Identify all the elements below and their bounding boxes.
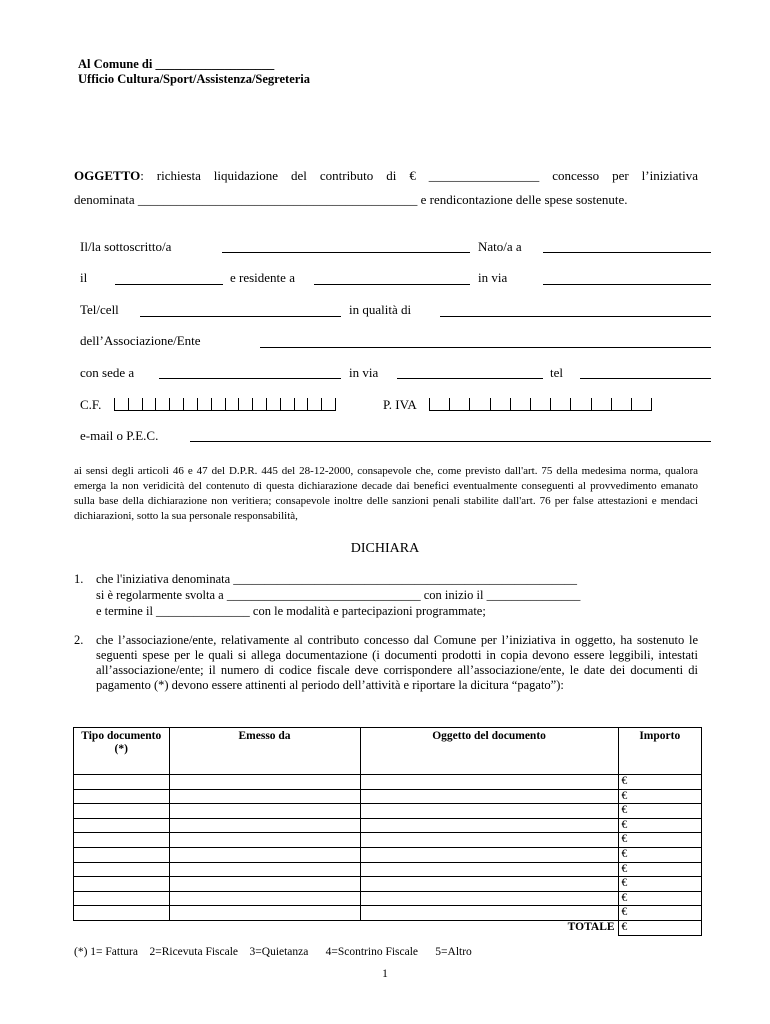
cell-emesso-da[interactable] xyxy=(169,818,360,833)
cell-importo[interactable]: € xyxy=(618,775,701,790)
field-nato[interactable] xyxy=(543,252,711,253)
field-data-nascita[interactable] xyxy=(115,284,223,285)
cell-emesso-da[interactable] xyxy=(169,847,360,862)
expenses-table xyxy=(73,727,702,936)
cell-oggetto[interactable] xyxy=(360,804,618,819)
label-associazione: dell’Associazione/Ente xyxy=(80,333,201,348)
item-1-line-1: che l'iniziativa denominata _______________________________________________________ xyxy=(96,572,578,586)
table-header-row xyxy=(74,728,702,775)
cell-emesso-da[interactable] xyxy=(169,804,360,819)
label-qualita: in qualità di xyxy=(349,302,412,317)
total-label: TOTALE xyxy=(567,920,615,933)
cell-oggetto[interactable] xyxy=(360,877,618,892)
cell-tipo[interactable] xyxy=(74,862,170,877)
cell-emesso-da[interactable] xyxy=(169,906,360,921)
label-piva: P. IVA xyxy=(383,397,417,412)
cell-tipo[interactable] xyxy=(74,891,170,906)
subject-line-2: denominata ___________________________________________ e rendicontazione delle spese sostenute. xyxy=(74,192,628,207)
cell-oggetto[interactable] xyxy=(360,833,618,848)
cell-tipo[interactable] xyxy=(74,818,170,833)
field-associazione[interactable] xyxy=(260,347,711,348)
cell-importo[interactable]: € xyxy=(618,877,701,892)
table-row xyxy=(74,789,702,804)
cell-oggetto[interactable] xyxy=(360,906,618,921)
table-total-row xyxy=(74,920,702,935)
item-1-number: 1. xyxy=(74,572,84,586)
header-emesso-da: Emesso da xyxy=(169,728,360,775)
cell-tipo[interactable] xyxy=(74,833,170,848)
cell-emesso-da[interactable] xyxy=(169,862,360,877)
recipient-comune: Al Comune di ___________________ xyxy=(78,57,275,71)
label-sede: con sede a xyxy=(80,365,135,380)
cell-importo[interactable]: € xyxy=(618,847,701,862)
item-1-line-3: e termine il _______________ con le modalità e partecipazioni programmate; xyxy=(96,604,486,618)
table-row xyxy=(74,847,702,862)
label-nato: Nato/a a xyxy=(478,239,522,254)
header-tipo-documento: Tipo documento (*) xyxy=(74,728,170,775)
cell-importo[interactable]: € xyxy=(618,804,701,819)
field-residenza[interactable] xyxy=(314,284,470,285)
cell-oggetto[interactable] xyxy=(360,789,618,804)
cell-tipo[interactable] xyxy=(74,847,170,862)
label-cf: C.F. xyxy=(80,397,102,412)
total-importo[interactable]: € xyxy=(618,920,701,935)
table-row xyxy=(74,833,702,848)
label-tel: tel xyxy=(550,365,563,380)
subject-line-1 xyxy=(74,168,698,184)
cell-emesso-da[interactable] xyxy=(169,877,360,892)
cell-emesso-da[interactable] xyxy=(169,833,360,848)
field-sede[interactable] xyxy=(159,378,341,379)
cell-importo[interactable]: € xyxy=(618,789,701,804)
cell-oggetto[interactable] xyxy=(360,862,618,877)
cell-importo[interactable]: € xyxy=(618,906,701,921)
item-2-number: 2. xyxy=(74,633,84,647)
table-row xyxy=(74,818,702,833)
field-codice-fiscale[interactable] xyxy=(114,398,336,411)
cell-tipo[interactable] xyxy=(74,877,170,892)
field-sottoscritto[interactable] xyxy=(222,252,470,253)
subject-label: OGGETTO xyxy=(74,168,141,183)
page-number: 1 xyxy=(382,968,388,980)
table-row xyxy=(74,891,702,906)
table-row xyxy=(74,804,702,819)
label-telcell: Tel/cell xyxy=(80,302,119,317)
declaration-paragraph: ai sensi degli articoli 46 e 47 del D.P.R. 445 del 28-12-2000, consapevole che, come previsto dall'art. 75 della medesima norma, qualora emerga la non veridicità del contenuto di questa dichiarazione decade dai benefici eventualmente conseguenti al provvedimento emanato sulla base della dichiarazione non veritiera; consapevole inoltre delle sanzioni penali stabilite dall'art. 76 per false attestazioni e mendaci dichiarazioni, sotto la sua personale responsabilità, xyxy=(74,465,698,522)
recipient-office: Ufficio Cultura/Sport/Assistenza/Segreteria xyxy=(78,72,311,86)
cell-emesso-da[interactable] xyxy=(169,789,360,804)
item-1-line-2: si è regolarmente svolta a _______________________________ con inizio il _______________ xyxy=(96,588,581,602)
label-in-via-1: in via xyxy=(478,270,508,285)
header-oggetto-documento: Oggetto del documento xyxy=(360,728,618,775)
cell-tipo[interactable] xyxy=(74,804,170,819)
cell-importo[interactable]: € xyxy=(618,862,701,877)
cell-oggetto[interactable] xyxy=(360,891,618,906)
footnote: (*) 1= Fattura 2=Ricevuta Fiscale 3=Quietanza 4=Scontrino Fiscale 5=Altro xyxy=(74,946,472,958)
table-row xyxy=(74,862,702,877)
cell-tipo[interactable] xyxy=(74,906,170,921)
subject-text-1: : richiesta liquidazione del contributo di € _________________ concesso per l’iniziativa xyxy=(140,168,698,183)
cell-importo[interactable]: € xyxy=(618,891,701,906)
label-residente: e residente a xyxy=(230,270,295,285)
table-row xyxy=(74,775,702,790)
field-via-residenza[interactable] xyxy=(543,284,711,285)
field-tel[interactable] xyxy=(580,378,711,379)
label-sottoscritto: Il/la sottoscritto/a xyxy=(80,239,172,254)
dichiara-heading: DICHIARA xyxy=(350,541,420,556)
cell-oggetto[interactable] xyxy=(360,847,618,862)
item-2-text: che l’associazione/ente, relativamente al contributo concesso dal Comune per l’iniziativa in oggetto, ha sostenuto le seguenti spese per le quali si allega documentazione (i documenti prodotti in copia devono essere leggibili, intestati all’associazione/ente; il numero di codice fiscale deve corrispondere all’associazione/ente, le date dei documenti di pagamento (*) devono essere attinenti al periodo dell’attività e riportare la dicitura “pagato”): xyxy=(96,633,698,692)
field-email[interactable] xyxy=(190,441,711,442)
cell-emesso-da[interactable] xyxy=(169,891,360,906)
recipient-address xyxy=(78,57,310,87)
table-row xyxy=(74,906,702,921)
field-via-sede[interactable] xyxy=(397,378,543,379)
cell-oggetto[interactable] xyxy=(360,775,618,790)
cell-emesso-da[interactable] xyxy=(169,775,360,790)
field-telcell[interactable] xyxy=(140,316,341,317)
label-in-via-2: in via xyxy=(349,365,379,380)
label-il: il xyxy=(80,270,88,285)
label-email: e-mail o P.E.C. xyxy=(80,428,159,443)
cell-tipo[interactable] xyxy=(74,775,170,790)
field-qualita[interactable] xyxy=(440,316,711,317)
table-row xyxy=(74,877,702,892)
cell-importo[interactable]: € xyxy=(618,833,701,848)
cell-oggetto[interactable] xyxy=(360,818,618,833)
header-importo: Importo xyxy=(618,728,701,775)
cell-importo[interactable]: € xyxy=(618,818,701,833)
field-partita-iva[interactable] xyxy=(429,398,652,411)
cell-tipo[interactable] xyxy=(74,789,170,804)
